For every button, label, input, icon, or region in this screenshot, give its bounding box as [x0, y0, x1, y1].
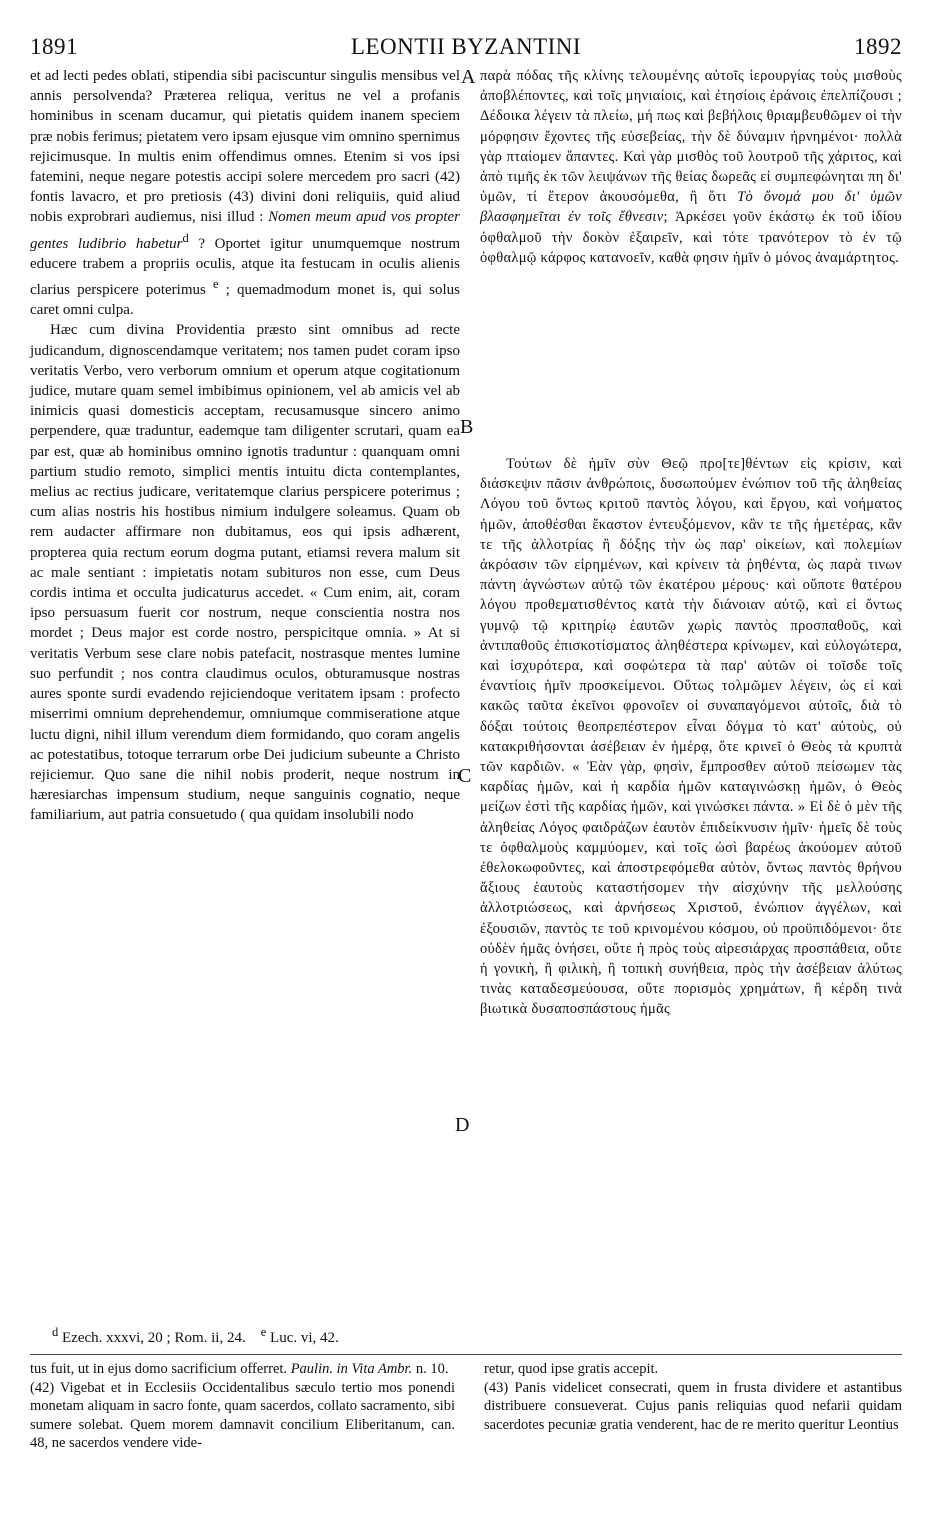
note-42: (42) Vigebat et in Ecclesiis Occidentalibus sæculo tertio mos ponendi monetam aliquam in sacro fonte, quam sacerdos, collato sacramento, sibi sumere solebat. Quem morem damnavit concilium Eliberitanum, can. 48, ne sacerdos vendere vide-: [30, 1379, 455, 1451]
margin-marker-b: B: [460, 416, 474, 438]
footnote-references: [52, 1325, 472, 1347]
greek-text: ; Ἀρκέσει γοῦν ἑκάστῳ ἐκ τοῦ ἰδίου ὀφθαλμοῦ τὴν δοκὸν ἐξαιρεῖν, καὶ τότε τρανότερον τὸ ἐν τῷ ὀφθαλμῷ κάρφος κατανοεῖν, καθὰ φησιν ἡμῖν ὁ μόνος ἀναμάρτητος.: [480, 209, 902, 266]
note-continuation: [30, 1360, 455, 1379]
latin-paragraph-2: Hæc cum divina Providentia præsto sint omnibus ad recte judicandum, dignoscendamque veritatem; nos tamen pudet coram ipso veritatis Verbo, vero verborum omnium et operum atque cogitationum judice, mutare quam semel imbibimus opinionem, vel ab amicis vel ab inimicis quasi domesticis acceptam, recusamusque sincero animo perpendere, quæ traduntur, eademque tam diligenter scrutari, quam ea par est, quæ ab hominibus omnino ignotis traduntur : quanquam omni partium studio remoto, simplici mentis intuitu dicta contemplantes, melius ac rectius judicare, veritatemque clarius perspicere poterimus ; cum alias nostris his hostibus nimium indulgere soleamus. Quam ob rem audacter affirmare non dubitamus, eos qui ipsis adhærent, propterea quia rectum eorum dogma putant, etiamsi revera malum sit ac male sentiant : impietatis notam subituros non esse, cum Deus cordis intima et occulta judicaturus accedet. « Cum enim, ait, coram ipso persuasum fuerit cor nostrum, neque conscientia nostra nos mordet ; Deus major est corde nostro, perspicitque omnia. » At si veritatis Verbum sese clare nobis patefacit, nostrasque mentes lumine suo perfundit ; nos contra claudimus oculos, obturamusque nostras aures sponte surdi evadendo rejiciendoque veritatem ipsam : profecto miserrimi omnium deprehendemur, omniumque commiseratione atque luctu digni, nihil illum verendum diem formidando, quo coram angelis ac potestatibus, totoque terrarum orbe Dei judicium subeunte a Christo rejiciemur. Quo sane die nihil nobis proderit, neque nostrum in hæresiarchas impensum studium, neque sanguinis cognatio, neque familiarium, aut patria consuetudo ( qua quidam insolubili nodo: [30, 322, 460, 824]
latin-text: ? Oportet igitur unumquemque nostrum educere trabem a propriis oculis, atque ita festucam in oculis alienis clarius perspicere poterimus: [30, 235, 461, 299]
page-header: [30, 34, 902, 64]
footnote-ref-d-mark: d: [52, 1325, 59, 1339]
greek-paragraph-2: Τούτων δὲ ἡμῖν σὺν Θεῷ προ[τε]θέντων εἰς κρίσιν, καὶ διάσκεψιν πᾶσιν ἀνθρώποις, δυσωπούμεν ἐνώπιον τοῦ τῆς ἀληθείας Λόγου τοῦ ὄντως κριτοῦ παντὸς λόγου, καὶ ἔργου, καὶ νοήματος ἡμῶν, ἀποθέσθαι ἕκαστον ἐντευξόμενον, κἂν τε τῆς ἡμετέρας, κἂν τε τῆς ἀλλοτρίας ἢ δόξης τὴν ὡς παρ' οἰκείων, καὶ πολεμίων ἀκρόασιν τῶν εἰρημένων, καὶ κρίνειν τὰ ῥηθέντα, ὡς παρὰ τινων πάντη ἀγνώστων αὐτῷ τῶν ἑκατέρου μέρους· καὶ οὕποτε θατέρου λόγου προθεματισθέντος κατὰ τὴν διάνοιαν αὐτῷ, καὶ εἰ ὄντως γυμνῷ τῷ κριτηρίῳ ἑαυτῶν χωρὶς παντὸς προσπαθοῦς, καὶ ἀντιπαθοῦς ἐπισκοτίσματος ἀληθέστερα κρίνωμεν, καὶ εὐλογώτερα, καὶ ἰσχυρότερα, καὶ σοφώτερα τὰ παρ' αὐτῶν οἱ τοῖσδε τοῖς ἐναντίοις ἡμῖν προσκείμενοι. Οὕτως τολμῶμεν λέγειν, ὡς εἰ καὶ κακῶς ταῦτα ἐκεῖνοι φρονοῖεν οἱ συναπαγόμενοι αὐτοῖς, διὰ τὸ δόξαι τούτοις θεοπρεπέστερον εἶναι δόγμα τὸ κατ' αὐτοὺς, οὐ κατακριθήσονται ἀσέβειαν ἐν ἡμέρᾳ, ὅτε κρινεῖ ὁ Θεὸς τὰ κρυπτὰ τῶν καρδιῶν. « Ἐὰν γὰρ, φησὶν, ἔμπροσθεν αὐτοῦ πείσωμεν τὰς καρδίας ἡμῶν, καὶ ἡ καρδία ἡμῶν καταγινώσκῃ ἡμῶν, ὁ Θεὸς μείζων ἐστὶ τῆς καρδίας ἡμῶν, καὶ γινώσκει πάντα. » Εἰ δὲ ὁ μὲν τῆς ἀληθείας Λόγος φαιδράζων ἑαυτὸν ἐπιδείκνυσιν ἡμῖν· ἡμεῖς δὲ τοὺς τε ὀφθαλμοὺς καμμύομεν, καὶ τοῖς ὠσὶ βαρέως ἀκούομεν αὐτοῦ ἐθελοκωφοῦντες, καὶ ἀποστρεφόμεθα αὐτὸν, ὄντως παντὸς θρήνου ἄξιους ἑαυτοὺς καταστήσομεν τὴν αἰσχύνην τῆς μελλούσης ἀλλοτριώσεως, καὶ ἀρνήσεως Χριστοῦ, ἐνώπιον ἀγγέλων, καὶ ἐξουσιῶν, παντὸς τε τοῦ κρινομένου κόσμου, οὐ προϋπιδόμενοι· ὅτε οὐδὲν ἡμᾶς ὀνήσει, οὔτε ἡ πρὸς τοὺς αἱρεσιάρχας προσπάθεια, οὔτε ἡ γονικὴ, ἢ φιλικὴ, ἢ τοπικὴ συνήθεια, πρὸς τὴν ἀσέβειαν ἀλύτως τινὰς καταδεσμεύουσα, οὔτε πορισμὸς χρημάτων, ἢ κέρδη τινὰ βιωτικὰ δυσαποσπάστους ἡμᾶς: [480, 456, 902, 1018]
footnote-mark-d: d: [182, 230, 189, 245]
margin-marker-c: C: [458, 765, 472, 787]
page-number-left: 1891: [30, 34, 78, 59]
footnote-ref-e: Luc. vi, 42.: [270, 1330, 339, 1346]
footnote-ref-d: Ezech. xxxvi, 20 ; Rom. ii, 24.: [62, 1330, 246, 1346]
notes-right: [484, 1360, 902, 1434]
running-title: LEONTII BYZANTINI: [350, 34, 582, 59]
greek-paragraph-1: [480, 66, 902, 268]
notes-left: [30, 1360, 455, 1453]
margin-marker-a: A: [461, 66, 476, 88]
notes-divider: [30, 1354, 902, 1355]
note-text: n. 10.: [415, 1361, 449, 1377]
greek-text: παρὰ πόδας τῆς κλίνης τελουμένης αὐτοῖς ἱερουργίας τοὺς μισθοὺς ἀποβλέποντες, καὶ τοῖς μηνιαίοις, καὶ ἐτησίοις ἐράνοις ἐπελπίζουσι ; Δέδοικα λέγειν τὰ πλείω, μή πως καὶ βεβήλοις θριαμβευθῶμεν οἱ τὴν μόρφησιν ἔχοντες τῆς εὐσεβείας, τὴν δὲ δύναμιν ἠρνημένοι· πολλὰ γὰρ πταίομεν ἅπαντες. Καὶ γὰρ μισθὸς τοῦ λουτροῦ τῆς χάριτος, καὶ ἀπὸ τιμῆς ἐκ τῶν λειψάνων τῆς θείας δωρεᾶς εἰ συμπεφώνηται πη δι' ὑμῶν, τί ἕτερον ἀκουσόμεθα, ἢ ὅτι: [480, 68, 902, 206]
latin-column: [30, 66, 460, 826]
latin-text: ; quemadmodum monet is, qui solus caret omni culpa.: [30, 282, 460, 319]
page-number-right: 1892: [854, 34, 902, 59]
note-43: (43) Panis videlicet consecrati, quem in frusta dividere et astantibus distribuere consueverat. Cujus panis reliquias quod nefarii quidam sacerdotes pecuniæ gratia venderent, hac de re merito queritur Leontius: [484, 1379, 902, 1433]
latin-paragraph-1: [30, 66, 460, 320]
note-citation: Paulin. in Vita Ambr.: [290, 1361, 413, 1377]
footnote-ref-e-mark: e: [260, 1325, 267, 1339]
margin-marker-d: D: [455, 1114, 470, 1136]
greek-scripture-quote: Τὸ ὄνομά μου δι' ὑμῶν βλασφημεῖται ἐν τοῖς ἔθνεσιν: [480, 189, 902, 226]
greek-column-bottom: [480, 454, 902, 1020]
note-42-continuation: retur, quod ipse gratis accepit.: [484, 1361, 659, 1377]
footnote-mark-e: e: [212, 277, 219, 292]
latin-scripture-quote: Nomen meum apud vos propter gentes ludibrio habetur: [30, 209, 460, 252]
note-text: tus fuit, ut in ejus domo sacrificium offerret.: [30, 1361, 288, 1377]
greek-column-top: [480, 66, 902, 268]
latin-text: et ad lecti pedes oblati, stipendia sibi paciscuntur singulis mensibus vel annis persolvenda? Præterea reliqua, veritus ne vel a profanis hominibus in scenam ducamur, qui pietatis quidem inanem speciem præ nobis ferimus; pietatem vero ipsam ejusque vim omnino spernimus rejicimusque. In multis enim offendimus omnes. Etenim si vos ipsi fatemini, neque negare potestis accipi solere mercedem pro sacri (42) fontis lavacro, et pro pretiosis (43) divini doni reliquiis, quid aliud nobis exprobrari audiemus, nisi illud :: [30, 68, 460, 226]
